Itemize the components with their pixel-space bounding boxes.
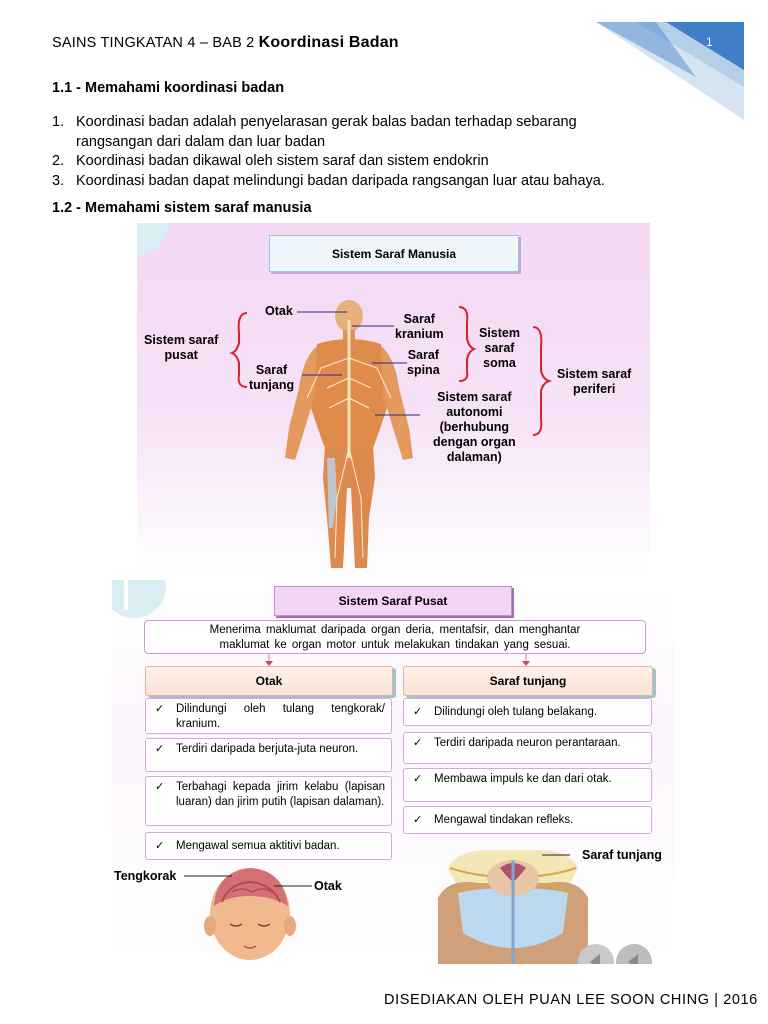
- footer: DISEDIAKAN OLEH PUAN LEE SOON CHING | 2016: [384, 992, 758, 1008]
- saraf-tunjang-item: ✓ Terdiri daripada neuron perantaraan.: [403, 732, 652, 764]
- label-sistem-saraf-pusat: Sistem saraf pusat: [144, 333, 219, 362]
- section-1-heading: 1.1 - Memahami koordinasi badan: [52, 80, 285, 96]
- label-tengkorak: Tengkorak: [114, 869, 177, 883]
- label-otak: Otak: [265, 304, 293, 318]
- otak-header: Otak: [145, 666, 393, 696]
- section-1-list: [52, 113, 652, 191]
- corner-decoration: [596, 22, 746, 122]
- saraf-tunjang-item: ✓ Membawa impuls ke dan dari otak.: [403, 768, 652, 802]
- list-item: 3. Koordinasi badan dapat melindungi badan daripada rangsangan luar atau bahaya.: [52, 172, 605, 189]
- otak-item: ✓ Dilindungi oleh tulang tengkorak/ kranium.: [145, 698, 392, 734]
- otak-item: ✓ Mengawal semua aktitivi badan.: [145, 832, 392, 860]
- head-label-pointers: [112, 870, 674, 890]
- list-item: 1. Koordinasi badan adalah penyelarasan gerak balas badan terhadap sebarang rangsangan dari dalam dan luar badan: [52, 114, 577, 150]
- header-title: Koordinasi Badan: [258, 34, 399, 51]
- saraf-tunjang-header: Saraf tunjang: [403, 666, 653, 696]
- label-otak-head: Otak: [314, 879, 342, 893]
- section-2-heading: 1.2 - Memahami sistem saraf manusia: [52, 200, 312, 216]
- saraf-tunjang-item: ✓ Dilindungi oleh tulang belakang.: [403, 698, 652, 726]
- otak-item: ✓ Terdiri daripada berjuta-juta neuron.: [145, 738, 392, 772]
- label-sistem-saraf-periferi: Sistem saraf periferi: [557, 367, 632, 396]
- label-sistem-saraf-soma: Sistem saraf soma: [479, 326, 520, 370]
- nervous-system-figure: [137, 223, 650, 578]
- otak-item: ✓ Terbahagi kepada jirim kelabu (lapisan luaran) dan jirim putih (lapisan dalaman).: [145, 776, 392, 826]
- cns-figure: [112, 580, 674, 964]
- page-number: 1: [706, 35, 713, 49]
- label-saraf-spina: Saraf spina: [407, 348, 440, 377]
- label-saraf-tunjang: Saraf tunjang: [249, 363, 295, 392]
- cns-description: Menerima maklumat daripada organ deria, mentafsir, dan menghantar maklumat ke organ motor untuk melakukan tindakan yang sesuai.: [144, 620, 646, 654]
- spinal-label-pointer: [542, 850, 572, 860]
- corner-circle-decoration: [112, 580, 172, 620]
- slide-nav-buttons: [578, 940, 674, 964]
- document-header: [52, 34, 399, 52]
- list-item: 2. Koordinasi badan dikawal oleh sistem saraf dan sistem endokrin: [52, 153, 489, 169]
- label-sistem-saraf-autonomi: Sistem saraf autonomi (berhubung dengan organ dalaman): [433, 390, 516, 464]
- saraf-tunjang-item: ✓ Mengawal tindakan refleks.: [403, 806, 652, 834]
- cns-title: Sistem Saraf Pusat: [274, 586, 512, 616]
- label-saraf-tunjang-pic: Saraf tunjang: [582, 848, 662, 862]
- figure-banner: Sistem Saraf Manusia: [269, 235, 519, 272]
- header-prefix: SAINS TINGKATAN 4 – BAB 2: [52, 35, 255, 51]
- label-pointers: [137, 223, 650, 578]
- label-saraf-kranium: Saraf kranium: [395, 312, 444, 341]
